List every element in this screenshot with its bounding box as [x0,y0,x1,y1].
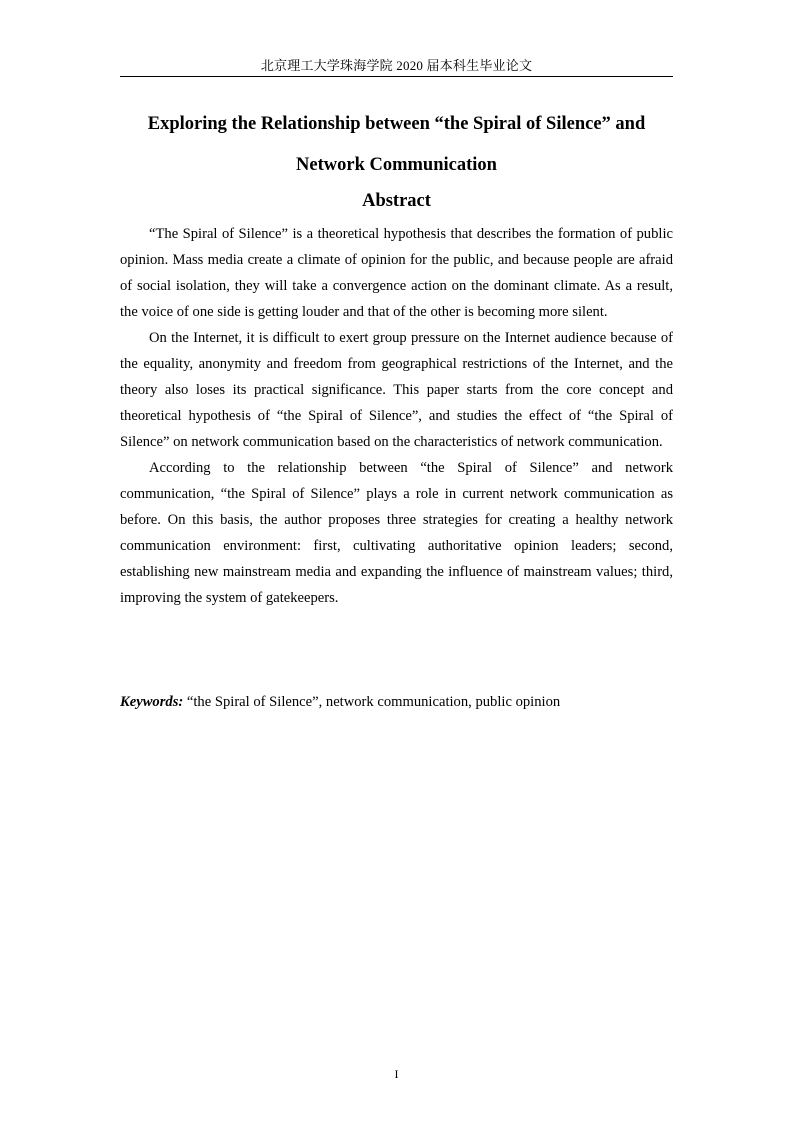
paper-title-line-1: Exploring the Relationship between “the Spiral of Silence” and [147,114,646,134]
running-header: 北京理工大学珠海学院 2020 届本科生毕业论文 [260,58,533,73]
keywords-line [120,689,673,715]
abstract-body [120,221,673,611]
paper-title [100,104,693,186]
keywords-text: “the Spiral of Silence”, network communication, public opinion [183,694,561,710]
header-divider [120,76,673,77]
abstract-paragraph-2: On the Internet, it is difficult to exert group pressure on the Internet audience because of the equality, anonymity and freedom from geographical restrictions of the Internet, and the theory also loses its practical significance. This paper starts from the core concept and theoretical hypothesis of “the Spiral of Silence”, and studies the effect of “the Spiral of Silence” on network communication based on the characteristics of network communication. [120,330,673,450]
page-number: I [394,1067,399,1081]
abstract-paragraph-1: “The Spiral of Silence” is a theoretical hypothesis that describes the formation of public opinion. Mass media create a climate of opinion for the public, and because people are afraid of social isolation, they will take a convergence action on the dominant climate. As a result, the voice of one side is getting louder and that of the other is becoming more silent. [120,226,673,320]
abstract-paragraph-3: According to the relationship between “the Spiral of Silence” and network communication, “the Spiral of Silence” plays a role in current network communication as before. On this basis, the author proposes three strategies for creating a healthy network communication environment: first, cultivating authoritative opinion leaders; second, establishing new mainstream media and expanding the influence of mainstream values; third, improving the system of gatekeepers. [120,460,673,606]
abstract-heading: Abstract [362,191,431,211]
keywords-label: Keywords: [120,694,184,710]
paper-title-line-2: Network Communication [296,155,497,175]
